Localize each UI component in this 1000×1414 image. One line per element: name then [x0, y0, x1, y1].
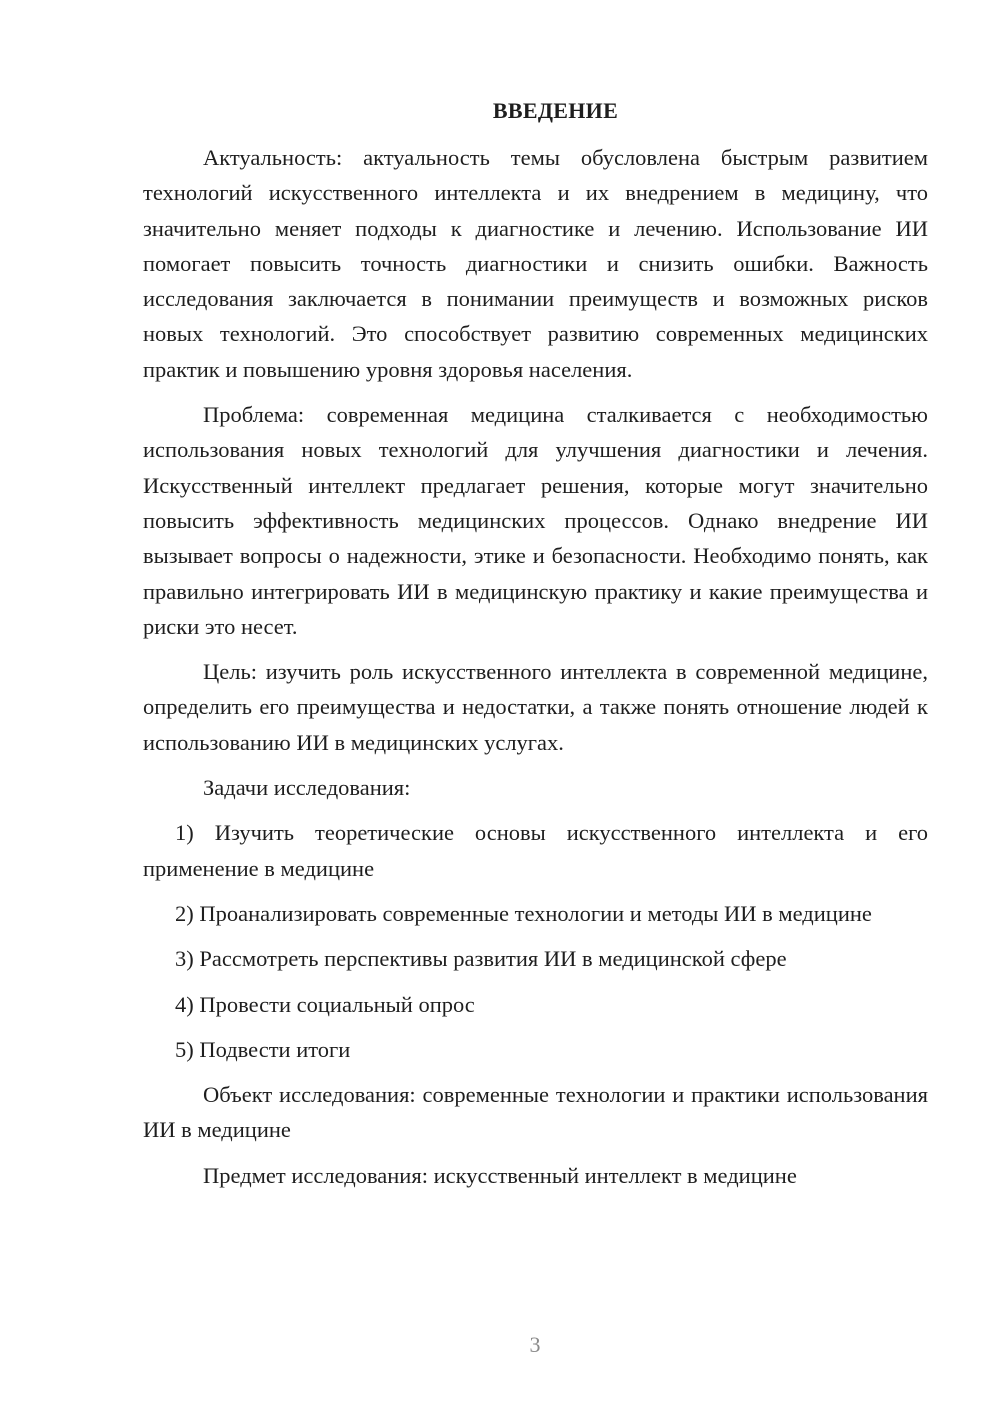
- paragraph-object: Объект исследования: современные технологии и практики использования ИИ в медицине: [143, 1082, 928, 1143]
- tasks-title: Задачи исследования:: [203, 775, 411, 801]
- paragraph-relevance: Актуальность: актуальность темы обусловлена быстрым развитием технологий искусственного интеллекта и их внедрением в медицину, что значительно меняет подходы к диагностике и лечению. Использование ИИ помогает повысить точность диагностики и снизить ошибки. Важность исследования заключается в понимании преимуществ и возможных рисков новых технологий. Это способствует развитию современных медицинских практик и повышению уровня здоровья населения.: [143, 145, 928, 382]
- list-item: 5) Подвести итоги: [175, 1036, 351, 1062]
- list-item: 1) Изучить теоретические основы искусственного интеллекта и его применение в медицине: [143, 820, 928, 881]
- paragraph-goal: Цель: изучить роль искусственного интеллекта в современной медицине, определить его преимущества и недостатки, а также понять отношение людей к использованию ИИ в медицинских услугах.: [143, 659, 928, 755]
- list-item: 4) Провести социальный опрос: [175, 991, 475, 1017]
- paragraph-subject: Предмет исследования: искусственный интеллект в медицине: [203, 1162, 797, 1188]
- list-item: 3) Рассмотреть перспективы развития ИИ в медицинской сфере: [175, 946, 787, 972]
- document-page: [143, 96, 928, 1203]
- page-title: ВВЕДЕНИЕ: [492, 98, 619, 123]
- page-number: 3: [529, 1332, 541, 1357]
- paragraph-problem: Проблема: современная медицина сталкивается с необходимостью использования новых технологий для улучшения диагностики и лечения. Искусственный интеллект предлагает решения, которые могут значительно повысить эффективность медицинских процессов. Однако внедрение ИИ вызывает вопросы о надежности, этике и безопасности. Необходимо понять, как правильно интегрировать ИИ в медицинскую практику и какие преимущества и риски это несет.: [143, 402, 928, 639]
- list-item: 2) Проанализировать современные технологии и методы ИИ в медицине: [175, 900, 872, 926]
- tasks-list: [143, 815, 928, 1067]
